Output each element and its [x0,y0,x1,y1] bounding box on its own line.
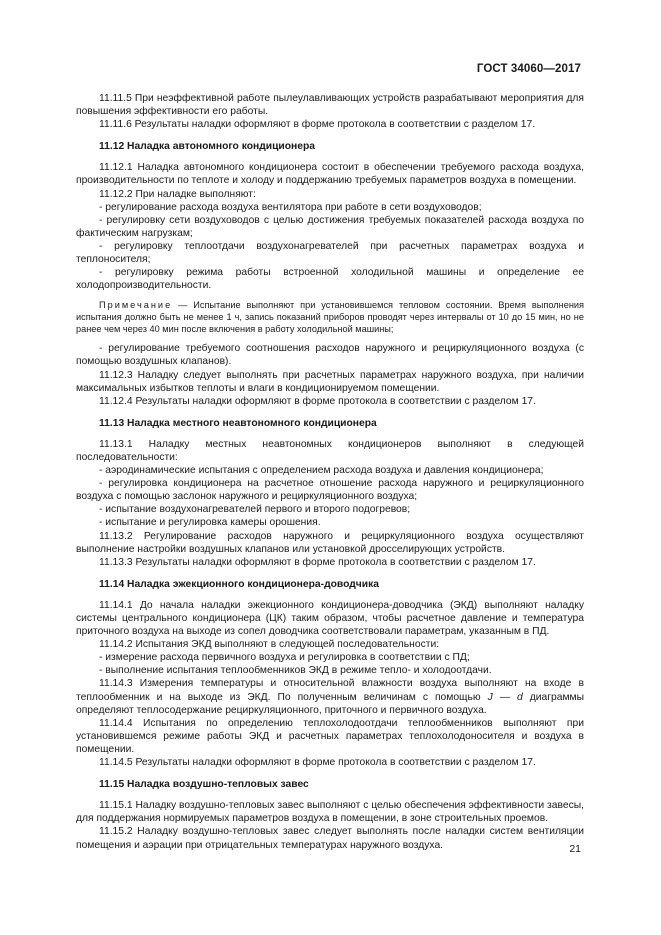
symbol-j: J [487,691,493,703]
paragraph-11-13-3: 11.13.3 Результаты наладки оформляют в форме протокола в соответствии с разделом 17. [99,556,536,568]
document-body [76,92,584,852]
paragraph-11-14-5: 11.14.5 Результаты наладки оформляют в форме протокола в соответствии с разделом 17. [99,757,536,769]
list-item: - аэродинамические испытания с определением расхода воздуха и давления кондиционера; [99,465,544,477]
note-label: Примечание [99,300,173,311]
section-heading-11-14: 11.14 Наладка эжекционного кондиционера-доводчика [99,578,379,590]
paragraph-11-12-1: 11.12.1 Наладка автономного кондиционера состоит в обеспечении требуемого расхода воздуха, производительности по теплоте и холоду и поддержанию требуемых параметров воздуха в помещении. [76,162,584,187]
note-text: — Испытание выполняют при установившемся тепловом состоянии. Время выполнения испытания должно быть не менее 1 ч, запись показаний приборов проводят через интервалы от 10 до 15 мин, но не ранее чем через 40 мин после включения в работу холодильной машины; [76,300,584,335]
paragraph-11-12-4: 11.12.4 Результаты наладки оформляют в форме протокола в соответствии с разделом 17. [99,395,536,407]
paragraph-11-15-2: 11.15.2 Наладку воздушно-тепловых завес следует выполнять после наладки систем вентиляции помещения и аэрации при отрицательных температурах наружного воздуха. [76,826,584,851]
paragraph-11-14-2: 11.14.2 Испытания ЭКД выполняют в следующей последовательности: [99,639,440,651]
paragraph-11-13-1: 11.13.1 Наладку местных неавтономных кондиционеров выполняют в следующей последовательности: [76,438,584,463]
list-item: - измерение расхода первичного воздуха и регулировка в соответствии с ПД; [99,652,470,664]
paragraph-11-11-6: 11.11.6 Результаты наладки оформляют в форме протокола в соответствии с разделом 17. [99,119,536,131]
paragraph-11-14-3 [76,677,584,716]
paragraph-11-13-2: 11.13.2 Регулирование расходов наружного и рециркуляционного воздуха осуществляют выполнение настройки воздушных клапанов или установкой дросселирующих устройств. [76,530,584,555]
list-item: - регулировку сети воздуховодов с целью достижения требуемых показателей расхода воздуха по фактическим нагрузкам; [76,214,584,239]
paragraph-11-15-1: 11.15.1 Наладку воздушно-тепловых завес выполняют с целью обеспечения эффективности завесы, для поддержания нормируемых параметров воздуха в помещении, в зоне строительных проемов. [76,800,584,825]
list-item: - выполнение испытания теплообменников ЭКД в режиме тепло- и холодоотдачи. [99,665,492,677]
paragraph-11-12-3: 11.12.3 Наладку следует выполнять при расчетных параметрах наружного воздуха, при наличии максимальных избытков теплоты и влаги в кондиционируемом помещении. [76,369,584,394]
list-item: - испытание и регулировка камеры орошения. [99,517,321,529]
paragraph-11-11-5: 11.11.5 При неэффективной работе пылеулавливающих устройств разрабатывают мероприятия для повышения эффективности его работы. [76,93,584,118]
list-item: - испытание воздухонагревателей первого и второго подогревов; [99,504,411,516]
list-item: - регулировку режима работы встроенной холодильной машины и определение ее холодопроизводительности. [76,267,584,292]
list-item: - регулировку теплоотдачи воздухонагревателей при расчетных параметрах воздуха и теплоносителя; [76,240,584,266]
list-item: - регулировка кондиционера на расчетное отношение расхода наружного и рециркуляционного воздуха с помощью заслонок наружного и рециркуляционного воздуха; [76,478,584,503]
page-number: 21 [569,843,581,855]
section-heading-11-15: 11.15 Наладка воздушно-тепловых завес [99,779,309,791]
paragraph-11-14-3-start: 11.14.3 Измерения температуры и относительной влажности воздуха выполняют на входе в теплообменник и на выходе из ЭКД. По полученным величинам с помощью [76,678,584,703]
symbol-d: d [517,691,523,703]
section-heading-11-13: 11.13 Наладка местного неавтономного кондиционера [99,417,377,429]
section-heading-11-12: 11.12 Наладка автономного кондиционера [99,141,315,153]
paragraph-11-12-2: 11.12.2 При наладке выполняют: [99,188,256,200]
list-item: - регулирование требуемого соотношения расходов наружного и рециркуляционного воздуха (с помощью воздушных клапанов). [76,343,584,368]
list-item: - регулирование расхода воздуха вентилятора при работе в сети воздуховодов; [99,201,482,213]
document-header: ГОСТ 34060—2017 [476,63,581,75]
paragraph-11-14-3-end: диаграммы определяют теплосодержание рециркуляционного, приточного и первичного воздуха. [76,691,584,716]
paragraph-11-14-4: 11.14.4 Испытания по определению теплохолодоотдачи теплообменников выполняют при установившемся режиме работы ЭКД и расчетных параметрах теплохолодоносителя и воздуха в помещении. [76,717,584,755]
dash: — [492,691,518,703]
paragraph-11-14-1: 11.14.1 До начала наладки эжекционного кондиционера-доводчика (ЭКД) выполняют наладку системы центрального кондиционера (ЦК) таким образом, чтобы расчетное давление и температура приточного воздуха на выходе из сопел доводчика соответствовали параметрам, указанным в ПД. [76,599,584,638]
note [76,299,584,335]
